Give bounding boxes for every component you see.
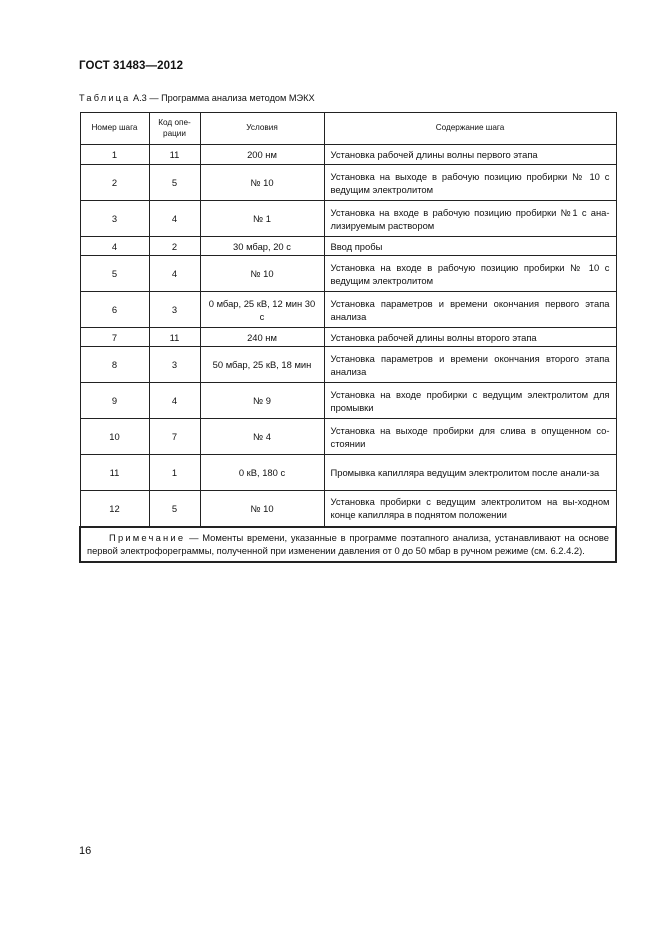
step-number-cell: 1 bbox=[80, 145, 149, 165]
step-number-cell: 12 bbox=[80, 491, 149, 527]
table-caption-text: А.3 — Программа анализа методом МЭКХ bbox=[133, 93, 315, 103]
step-number-cell: 7 bbox=[80, 328, 149, 347]
step-number-cell: 3 bbox=[80, 201, 149, 237]
step-content-cell: Установка на входе пробирки с ведущим электролитом для промывки bbox=[324, 383, 616, 419]
table-row bbox=[80, 328, 616, 347]
table-row bbox=[80, 256, 616, 292]
conditions-cell: № 10 bbox=[200, 165, 324, 201]
table-row bbox=[80, 237, 616, 256]
table-row bbox=[80, 491, 616, 527]
operation-code-cell: 3 bbox=[149, 292, 200, 328]
step-content-cell: Установка рабочей длины волны второго этапа bbox=[324, 328, 616, 347]
step-number-cell: 9 bbox=[80, 383, 149, 419]
step-content-cell: Установка на входе в рабочую позицию пробирки № 10 с ведущим электролитом bbox=[324, 256, 616, 292]
step-content-cell: Установка на выходе в рабочую позицию пробирки № 10 с ведущим электролитом bbox=[324, 165, 616, 201]
operation-code-cell: 2 bbox=[149, 237, 200, 256]
table-row bbox=[80, 419, 616, 455]
conditions-cell: 240 нм bbox=[200, 328, 324, 347]
column-header-operation-code-text: Код опе- рации bbox=[158, 118, 191, 138]
table-row bbox=[80, 455, 616, 491]
table-row bbox=[80, 347, 616, 383]
table-caption-label: Таблица bbox=[79, 93, 131, 103]
operation-code-cell: 1 bbox=[149, 455, 200, 491]
table-row bbox=[80, 165, 616, 201]
operation-code-cell: 4 bbox=[149, 201, 200, 237]
conditions-cell: № 1 bbox=[200, 201, 324, 237]
conditions-cell: 0 мбар, 25 кВ, 12 мин 30 с bbox=[200, 292, 324, 328]
step-number-cell: 4 bbox=[80, 237, 149, 256]
operation-code-cell: 4 bbox=[149, 383, 200, 419]
step-number-cell: 6 bbox=[80, 292, 149, 328]
table-row bbox=[80, 383, 616, 419]
table-row bbox=[80, 292, 616, 328]
conditions-cell: 200 нм bbox=[200, 145, 324, 165]
conditions-cell: № 10 bbox=[200, 491, 324, 527]
operation-code-cell: 3 bbox=[149, 347, 200, 383]
step-number-cell: 8 bbox=[80, 347, 149, 383]
conditions-cell: № 10 bbox=[200, 256, 324, 292]
operation-code-cell: 11 bbox=[149, 145, 200, 165]
operation-code-cell: 7 bbox=[149, 419, 200, 455]
step-number-cell: 11 bbox=[80, 455, 149, 491]
conditions-cell: № 9 bbox=[200, 383, 324, 419]
step-number-cell: 5 bbox=[80, 256, 149, 292]
step-content-cell: Установка параметров и времени окончания второго этапа анализа bbox=[324, 347, 616, 383]
step-content-cell: Промывка капилляра ведущим электролитом после анали-за bbox=[324, 455, 616, 491]
operation-code-cell: 4 bbox=[149, 256, 200, 292]
table-row bbox=[80, 145, 616, 165]
table-body bbox=[80, 145, 616, 527]
step-number-cell: 10 bbox=[80, 419, 149, 455]
table-caption bbox=[79, 93, 315, 103]
conditions-cell: 0 кВ, 180 с bbox=[200, 455, 324, 491]
operation-code-cell: 11 bbox=[149, 328, 200, 347]
conditions-cell: 50 мбар, 25 кВ, 18 мин bbox=[200, 347, 324, 383]
step-number-cell: 2 bbox=[80, 165, 149, 201]
document-code: ГОСТ 31483—2012 bbox=[79, 60, 184, 72]
column-header-step-number: Номер шага bbox=[80, 113, 149, 145]
program-table bbox=[79, 112, 617, 563]
operation-code-cell: 5 bbox=[149, 491, 200, 527]
step-content-cell: Установка на входе в рабочую позицию пробирки №1 с ана-лизируемым раствором bbox=[324, 201, 616, 237]
note-label: Примечание bbox=[109, 531, 186, 543]
table-note-row bbox=[80, 527, 616, 562]
table-row bbox=[80, 201, 616, 237]
operation-code-cell: 5 bbox=[149, 165, 200, 201]
table-header-row bbox=[80, 113, 616, 145]
note-text: — Моменты времени, указанные в программе поэтапного анализа, устанавливают на основе первой электрофореграммы, полученной при изменении давления от 0 до 50 мбар в ручном режиме (см. 6.2.4.2). bbox=[87, 531, 609, 556]
column-header-conditions: Условия bbox=[200, 113, 324, 145]
page-number: 16 bbox=[79, 845, 92, 857]
column-header-step-content: Содержание шага bbox=[324, 113, 616, 145]
column-header-operation-code bbox=[149, 113, 200, 145]
step-content-cell: Установка на выходе пробирки для слива в опущенном со-стоянии bbox=[324, 419, 616, 455]
table-note bbox=[80, 527, 616, 562]
step-content-cell: Установка пробирки с ведущим электролитом на вы-ходном конце капилляра в поднятом положении bbox=[324, 491, 616, 527]
step-content-cell: Установка рабочей длины волны первого этапа bbox=[324, 145, 616, 165]
conditions-cell: 30 мбар, 20 с bbox=[200, 237, 324, 256]
step-content-cell: Установка параметров и времени окончания первого этапа анализа bbox=[324, 292, 616, 328]
step-content-cell: Ввод пробы bbox=[324, 237, 616, 256]
conditions-cell: № 4 bbox=[200, 419, 324, 455]
